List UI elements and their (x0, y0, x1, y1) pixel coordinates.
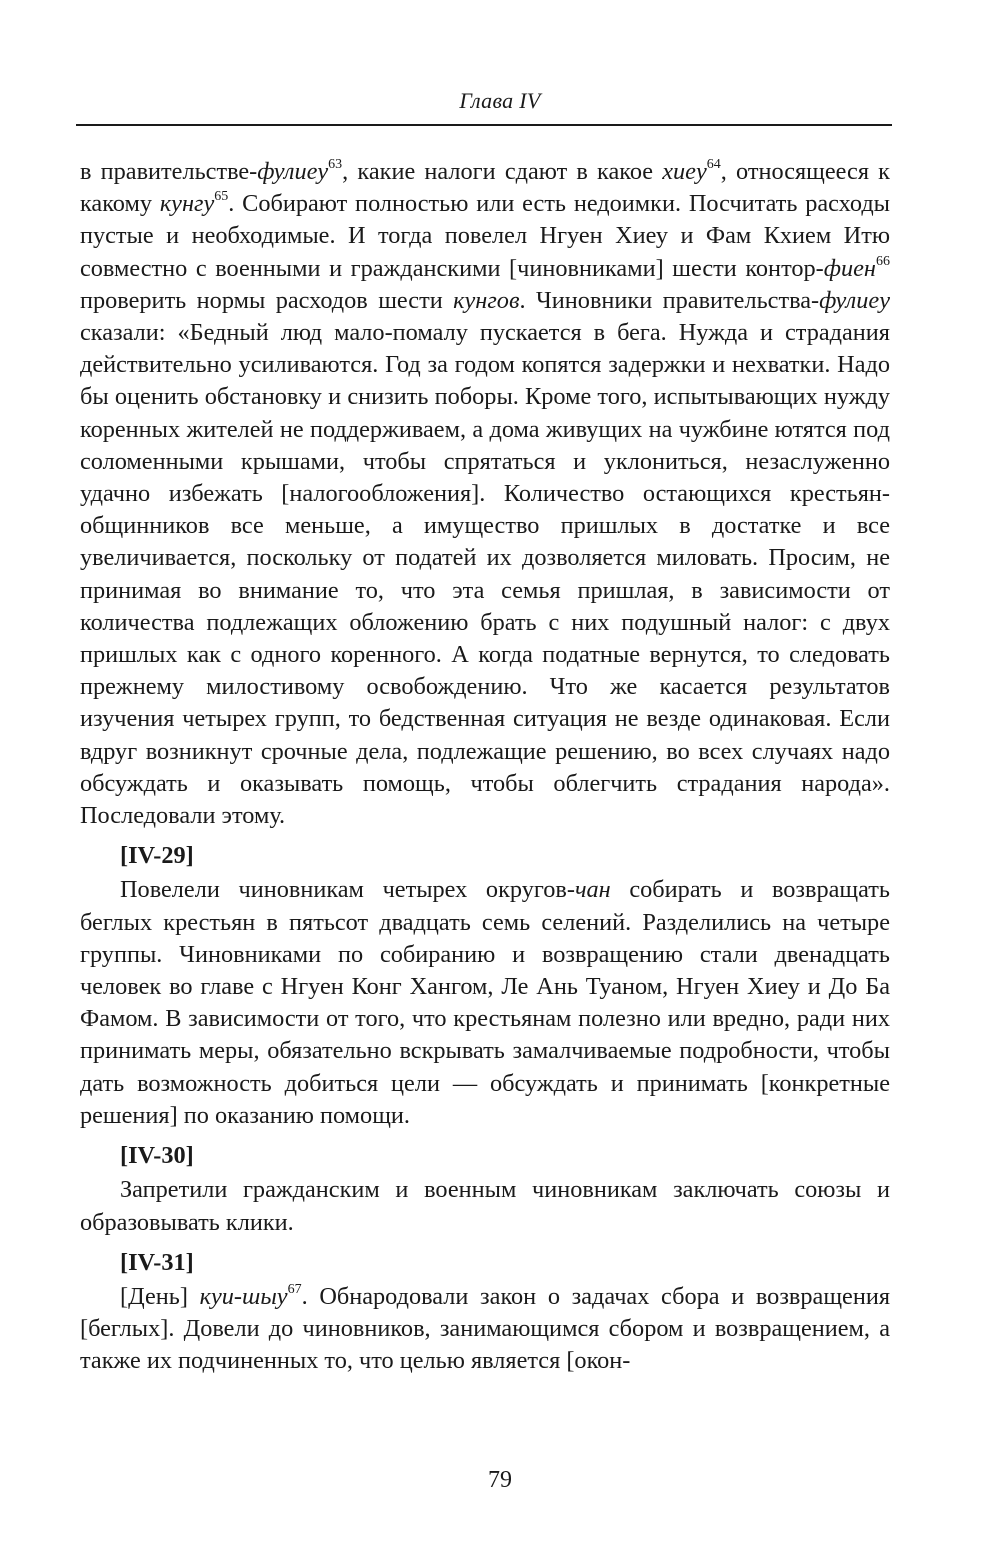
footnote-ref-66[interactable]: 66 (876, 253, 890, 269)
footnote-ref-64[interactable]: 64 (706, 157, 721, 172)
paragraph-4: [День] куи-шыу$^{67}$. Обнародовали закон о задачах сбора и возвращения [беглых]. Довели до чиновников, занимающимся сбором и возвращением, а также их подчиненных то, что целью является [окон- (80, 1281, 890, 1375)
footnote-ref-65[interactable]: 65 (214, 189, 229, 205)
term: фиен (823, 254, 876, 282)
term: кунгов (453, 286, 520, 314)
term: чан (574, 876, 611, 904)
running-head: Глава IV (459, 88, 541, 113)
footnote-ref-67[interactable]: 67 (287, 1281, 302, 1297)
footnote-ref-63[interactable]: 63 (328, 157, 343, 172)
term: фулиеу (819, 286, 890, 314)
paragraph-2: Повелели чиновникам четырех округов-чан собирать и возвращать беглых крестьян в пятьсот двадцать семь селений. Разделились на четыре группы. Чиновниками по собиранию и возвращению стали двенадцать человек во главе с Нгуен Конг Хангом, Ле Ань Туаном, Нгуен Хиеу и До Ба Фамом. В зависимости от того, что крестьянам полезно или вредно, ради них принимать меры, обязательно вскрывать замалчиваемые подробности, чтобы дать возможность добиться цели — обсуждать и принимать [конкретные решения] по оказанию помощи. (80, 876, 890, 1129)
header-rule (76, 124, 892, 126)
entry-heading-iv-29: [IV-29] (120, 842, 194, 870)
term: фулиеу (257, 158, 329, 185)
term: кунгу (159, 190, 215, 218)
term: хиеу (662, 158, 707, 185)
paragraph-3: Запретили гражданским и военным чиновникам заключать союзы и образовывать клики. (80, 1176, 890, 1236)
page-number: 79 (488, 1467, 512, 1493)
term: куи-шыу (199, 1282, 288, 1310)
paragraph-1: в правительстве-фулиеу$^{63}$, какие налоги сдают в какое хиеу$^{64}$, относящееся к какому кунгу$^{65}$. Собирают полностью или есть недоимки. Посчитать расходы пустые и необходимые. И тогда повелел Нгуен Хиеу и Фам Кхием Итю совместно с военными и гражданскими [чиновниками] шести контор-фиен$^{66}$ проверить нормы расходов шести кунгов. Чиновники правительства-фулиеу сказали: «Бедный люд мало-помалу пускается в бега. Нужда и страдания действительно усиливаются. Год за годом копятся задержки и нехватки. Надо бы оценить обстановку и снизить поборы. Кроме того, испытывающих нужду коренных жителей не поддерживаем, а дома живущих на чужбине ютятся под соломенными крышами, чтобы спрятаться и уклониться, незаслуженно удачно избежать [налогообложения]. Количество остающихся крестьян-общинников все меньше, а имущество пришлых в достатке и все увеличивается, поскольку от податей их дозволяется миловать. Просим, не принимая во внимание то, что эта семья пришлая, в зависимости от количества подлежащих обложению брать с них подушный налог: с двух пришлых как с одного коренного. А когда податные вернутся, то следовать прежнему милостивому освобождению. Что же касается результатов изучения четырех групп, то бедственная ситуация не везде одинаковая. Если вдруг возникнут срочные дела, подлежащие решению, во всех случаях надо обсуждать и оказывать помощь, чтобы облегчить страдания народа». Последовали этому. (80, 157, 891, 830)
entry-heading-iv-31: [IV-31] (120, 1248, 194, 1276)
main-text (80, 156, 890, 1378)
entry-heading-iv-30: [IV-30] (120, 1142, 194, 1170)
